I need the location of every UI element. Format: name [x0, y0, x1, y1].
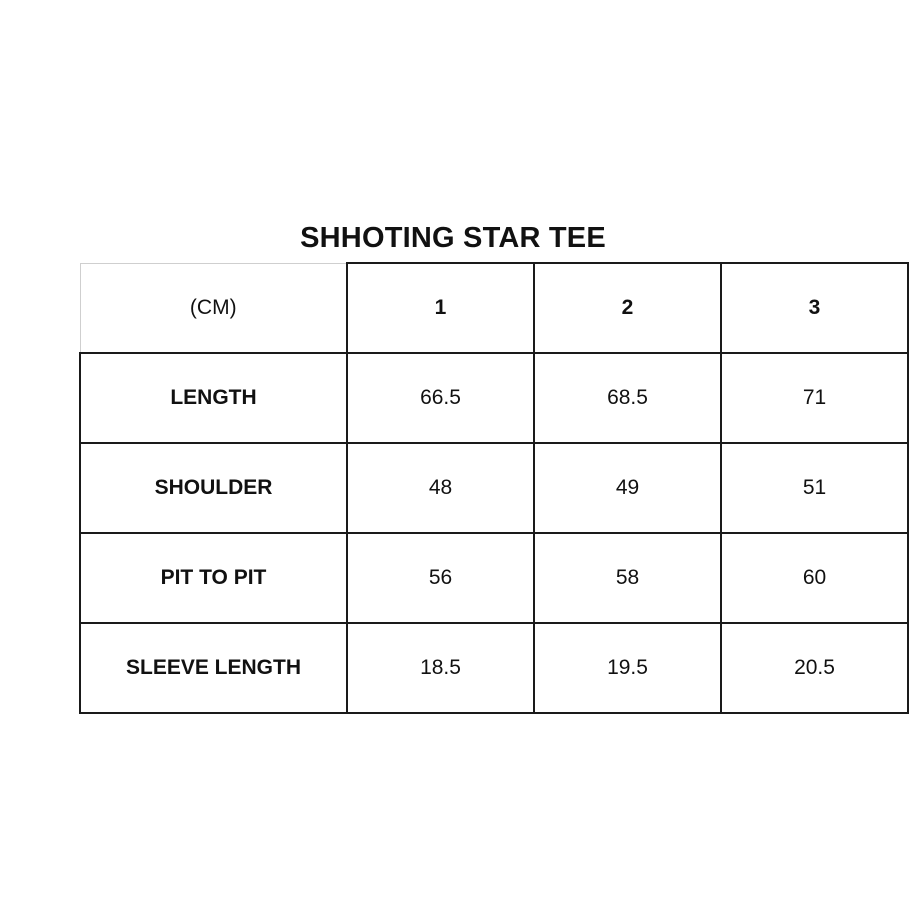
table-header-row: [80, 263, 908, 353]
row-label-shoulder: SHOULDER: [80, 443, 347, 533]
row-label-length: LENGTH: [80, 353, 347, 443]
size-header-1: 1: [347, 263, 534, 353]
table-cell: 68.5: [534, 353, 721, 443]
row-label-pit-to-pit: PIT TO PIT: [80, 533, 347, 623]
table-cell: 48: [347, 443, 534, 533]
size-chart-table: [79, 262, 909, 714]
table-cell: 49: [534, 443, 721, 533]
table-cell: 51: [721, 443, 908, 533]
table-cell: 56: [347, 533, 534, 623]
table-row: [80, 623, 908, 713]
table-row: [80, 533, 908, 623]
table-cell: 60: [721, 533, 908, 623]
table-row: [80, 443, 908, 533]
table-cell: 58: [534, 533, 721, 623]
size-header-3: 3: [721, 263, 908, 353]
table-cell: 20.5: [721, 623, 908, 713]
table-cell: 66.5: [347, 353, 534, 443]
row-label-sleeve-length: SLEEVE LENGTH: [80, 623, 347, 713]
chart-title: SHHOTING STAR TEE: [300, 222, 606, 254]
table-cell: 71: [721, 353, 908, 443]
table-row: [80, 353, 908, 443]
table-cell: 18.5: [347, 623, 534, 713]
table-cell: 19.5: [534, 623, 721, 713]
unit-label: (CM): [80, 263, 347, 353]
size-header-2: 2: [534, 263, 721, 353]
